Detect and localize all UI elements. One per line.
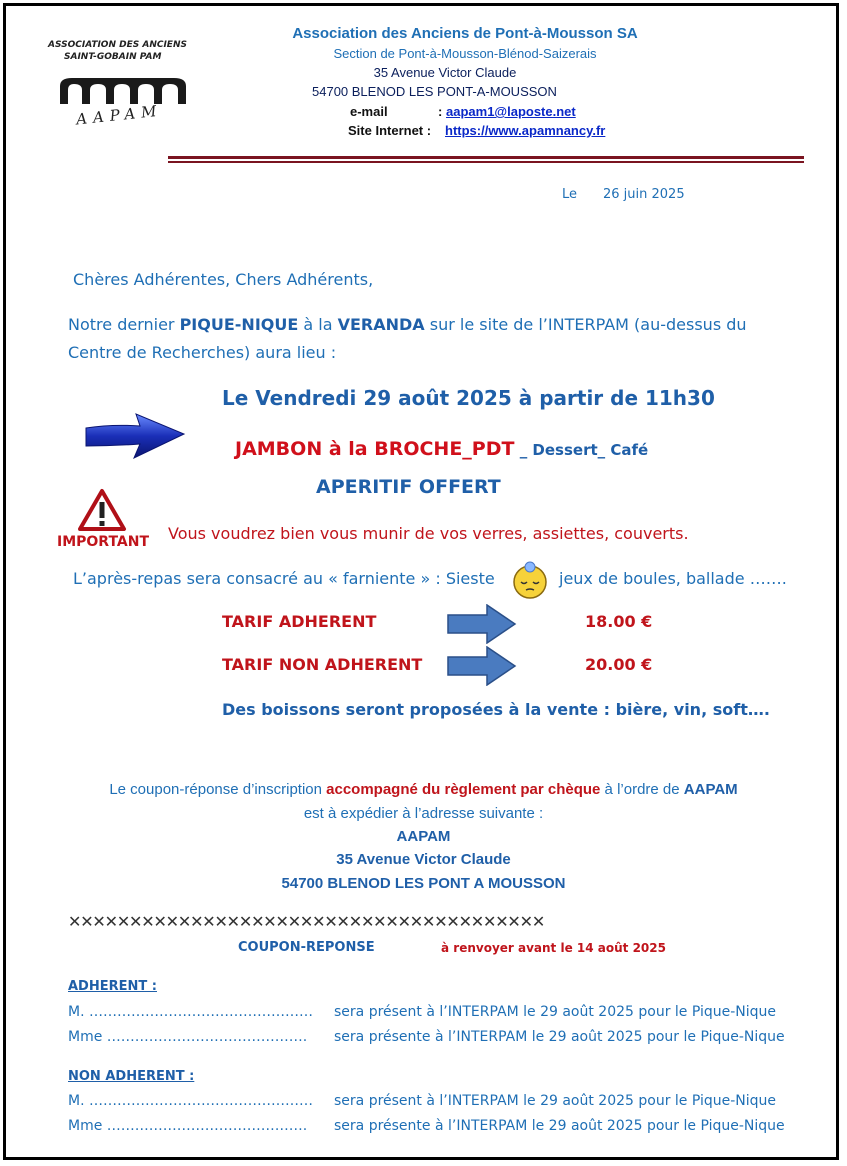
date-value: 26 juin 2025	[603, 187, 685, 202]
instr-text-a: Le coupon-réponse d’inscription	[109, 781, 327, 798]
aqueduct-icon	[58, 76, 188, 106]
coupon-row-text: sera présent à l’INTERPAM le 29 août 2025 pour le Pique-Nique	[334, 1004, 777, 1020]
adherent-heading: ADHERENT :	[68, 979, 157, 994]
email-link[interactable]: aapam1@laposte.net	[446, 104, 576, 119]
important-label: IMPORTANT	[57, 534, 150, 550]
intro-pique-nique: PIQUE-NIQUE	[179, 315, 299, 334]
org-address-street: 35 Avenue Victor Claude	[373, 65, 517, 80]
coupon-row-name[interactable]: Mme …………………………………….	[68, 1029, 308, 1045]
logo	[40, 38, 210, 138]
price-value-adherent: 18.00 €	[585, 612, 653, 631]
sleeping-face-icon	[510, 560, 550, 600]
instructions-line-1	[20, 781, 827, 798]
aperitif-offered: APERITIF OFFERT	[316, 476, 501, 498]
org-address-city: 54700 BLENOD LES PONT-A-MOUSSON	[312, 84, 557, 99]
menu-main: JAMBON à la BROCHE_PDT	[235, 438, 515, 460]
drinks-text: Des boissons seront proposées à la vente : bière, vin, soft….	[222, 700, 770, 719]
site-label: Site Internet :	[348, 123, 432, 138]
coupon-row-name[interactable]: M. …………………………………………	[68, 1093, 313, 1109]
intro-veranda: VERANDA	[337, 315, 425, 334]
after-meal-text-2: jeux de boules, ballade …….	[559, 569, 787, 588]
email-separator: :	[438, 104, 443, 119]
intro-text-a: Notre dernier	[68, 315, 180, 334]
important-text: Vous voudrez bien vous munir de vos verres, assiettes, couverts.	[168, 524, 689, 543]
coupon-row-text: sera présente à l’INTERPAM le 29 août 2025 pour le Pique-Nique	[334, 1029, 785, 1045]
logo-line-2: SAINT-GOBAIN PAM	[64, 52, 162, 62]
header-divider-bottom	[168, 161, 804, 163]
instr-text-c: à l’ordre de	[600, 781, 684, 798]
coupon-title: COUPON-REPONSE	[238, 940, 375, 955]
price-label-adherent: TARIF ADHERENT	[222, 612, 377, 631]
coupon-row-name[interactable]: M. …………………………………………	[68, 1004, 313, 1020]
instr-aapam: AAPAM	[683, 781, 738, 798]
coupon-deadline: à renvoyer avant le 14 août 2025	[441, 941, 666, 955]
mail-address-name: AAPAM	[396, 828, 451, 845]
warning-icon	[77, 488, 127, 532]
price-value-non-adherent: 20.00 €	[585, 655, 653, 674]
intro-text-b: à la	[298, 315, 338, 334]
mail-address-city: 54700 BLENOD LES PONT A MOUSSON	[281, 875, 566, 892]
logo-acronym: AAPAM	[75, 101, 164, 129]
cut-line: ✕✕✕✕✕✕✕✕✕✕✕✕✕✕✕✕✕✕✕✕✕✕✕✕✕✕✕✕✕✕✕✕✕✕✕✕✕✕✕	[68, 912, 545, 931]
intro-line-2: Centre de Recherches) aura lieu :	[68, 343, 337, 362]
after-meal-text-1: L’après-repas sera consacré au « farniente » : Sieste	[73, 569, 495, 588]
intro-line-1	[68, 315, 747, 334]
email-label: e-mail	[350, 104, 388, 119]
coupon-row-text: sera présent à l’INTERPAM le 29 août 2025 pour le Pique-Nique	[334, 1093, 777, 1109]
date-prefix: Le	[562, 187, 578, 202]
logo-line-1: ASSOCIATION DES ANCIENS	[48, 40, 187, 50]
mail-address-street: 35 Avenue Victor Claude	[336, 851, 511, 868]
greeting: Chères Adhérentes, Chers Adhérents,	[73, 270, 374, 289]
instructions-line-2: est à expédier à l’adresse suivante :	[303, 805, 544, 822]
arrow-right-icon	[447, 646, 517, 686]
arrow-right-icon	[82, 412, 186, 460]
org-section: Section de Pont-à-Mousson-Blénod-Saizerais	[333, 46, 597, 61]
event-date: Le Vendredi 29 août 2025 à partir de 11h30	[222, 386, 715, 410]
instr-payment: accompagné du règlement par chèque	[326, 781, 601, 798]
website-link[interactable]: https://www.apamnancy.fr	[445, 123, 606, 138]
coupon-row-text: sera présente à l’INTERPAM le 29 août 2025 pour le Pique-Nique	[334, 1118, 785, 1134]
non-adherent-heading: NON ADHERENT :	[68, 1069, 195, 1084]
menu-line	[235, 438, 648, 460]
price-label-non-adherent: TARIF NON ADHERENT	[222, 655, 423, 674]
intro-text-c: sur le site de l’INTERPAM (au-dessus du	[424, 315, 747, 334]
arrow-right-icon	[447, 604, 517, 644]
header-divider-top	[168, 156, 804, 159]
org-name: Association des Anciens de Pont-à-Mousson SA	[292, 25, 638, 42]
coupon-row-name[interactable]: Mme …………………………………….	[68, 1118, 308, 1134]
menu-rest: _ Dessert_ Café	[514, 441, 649, 459]
